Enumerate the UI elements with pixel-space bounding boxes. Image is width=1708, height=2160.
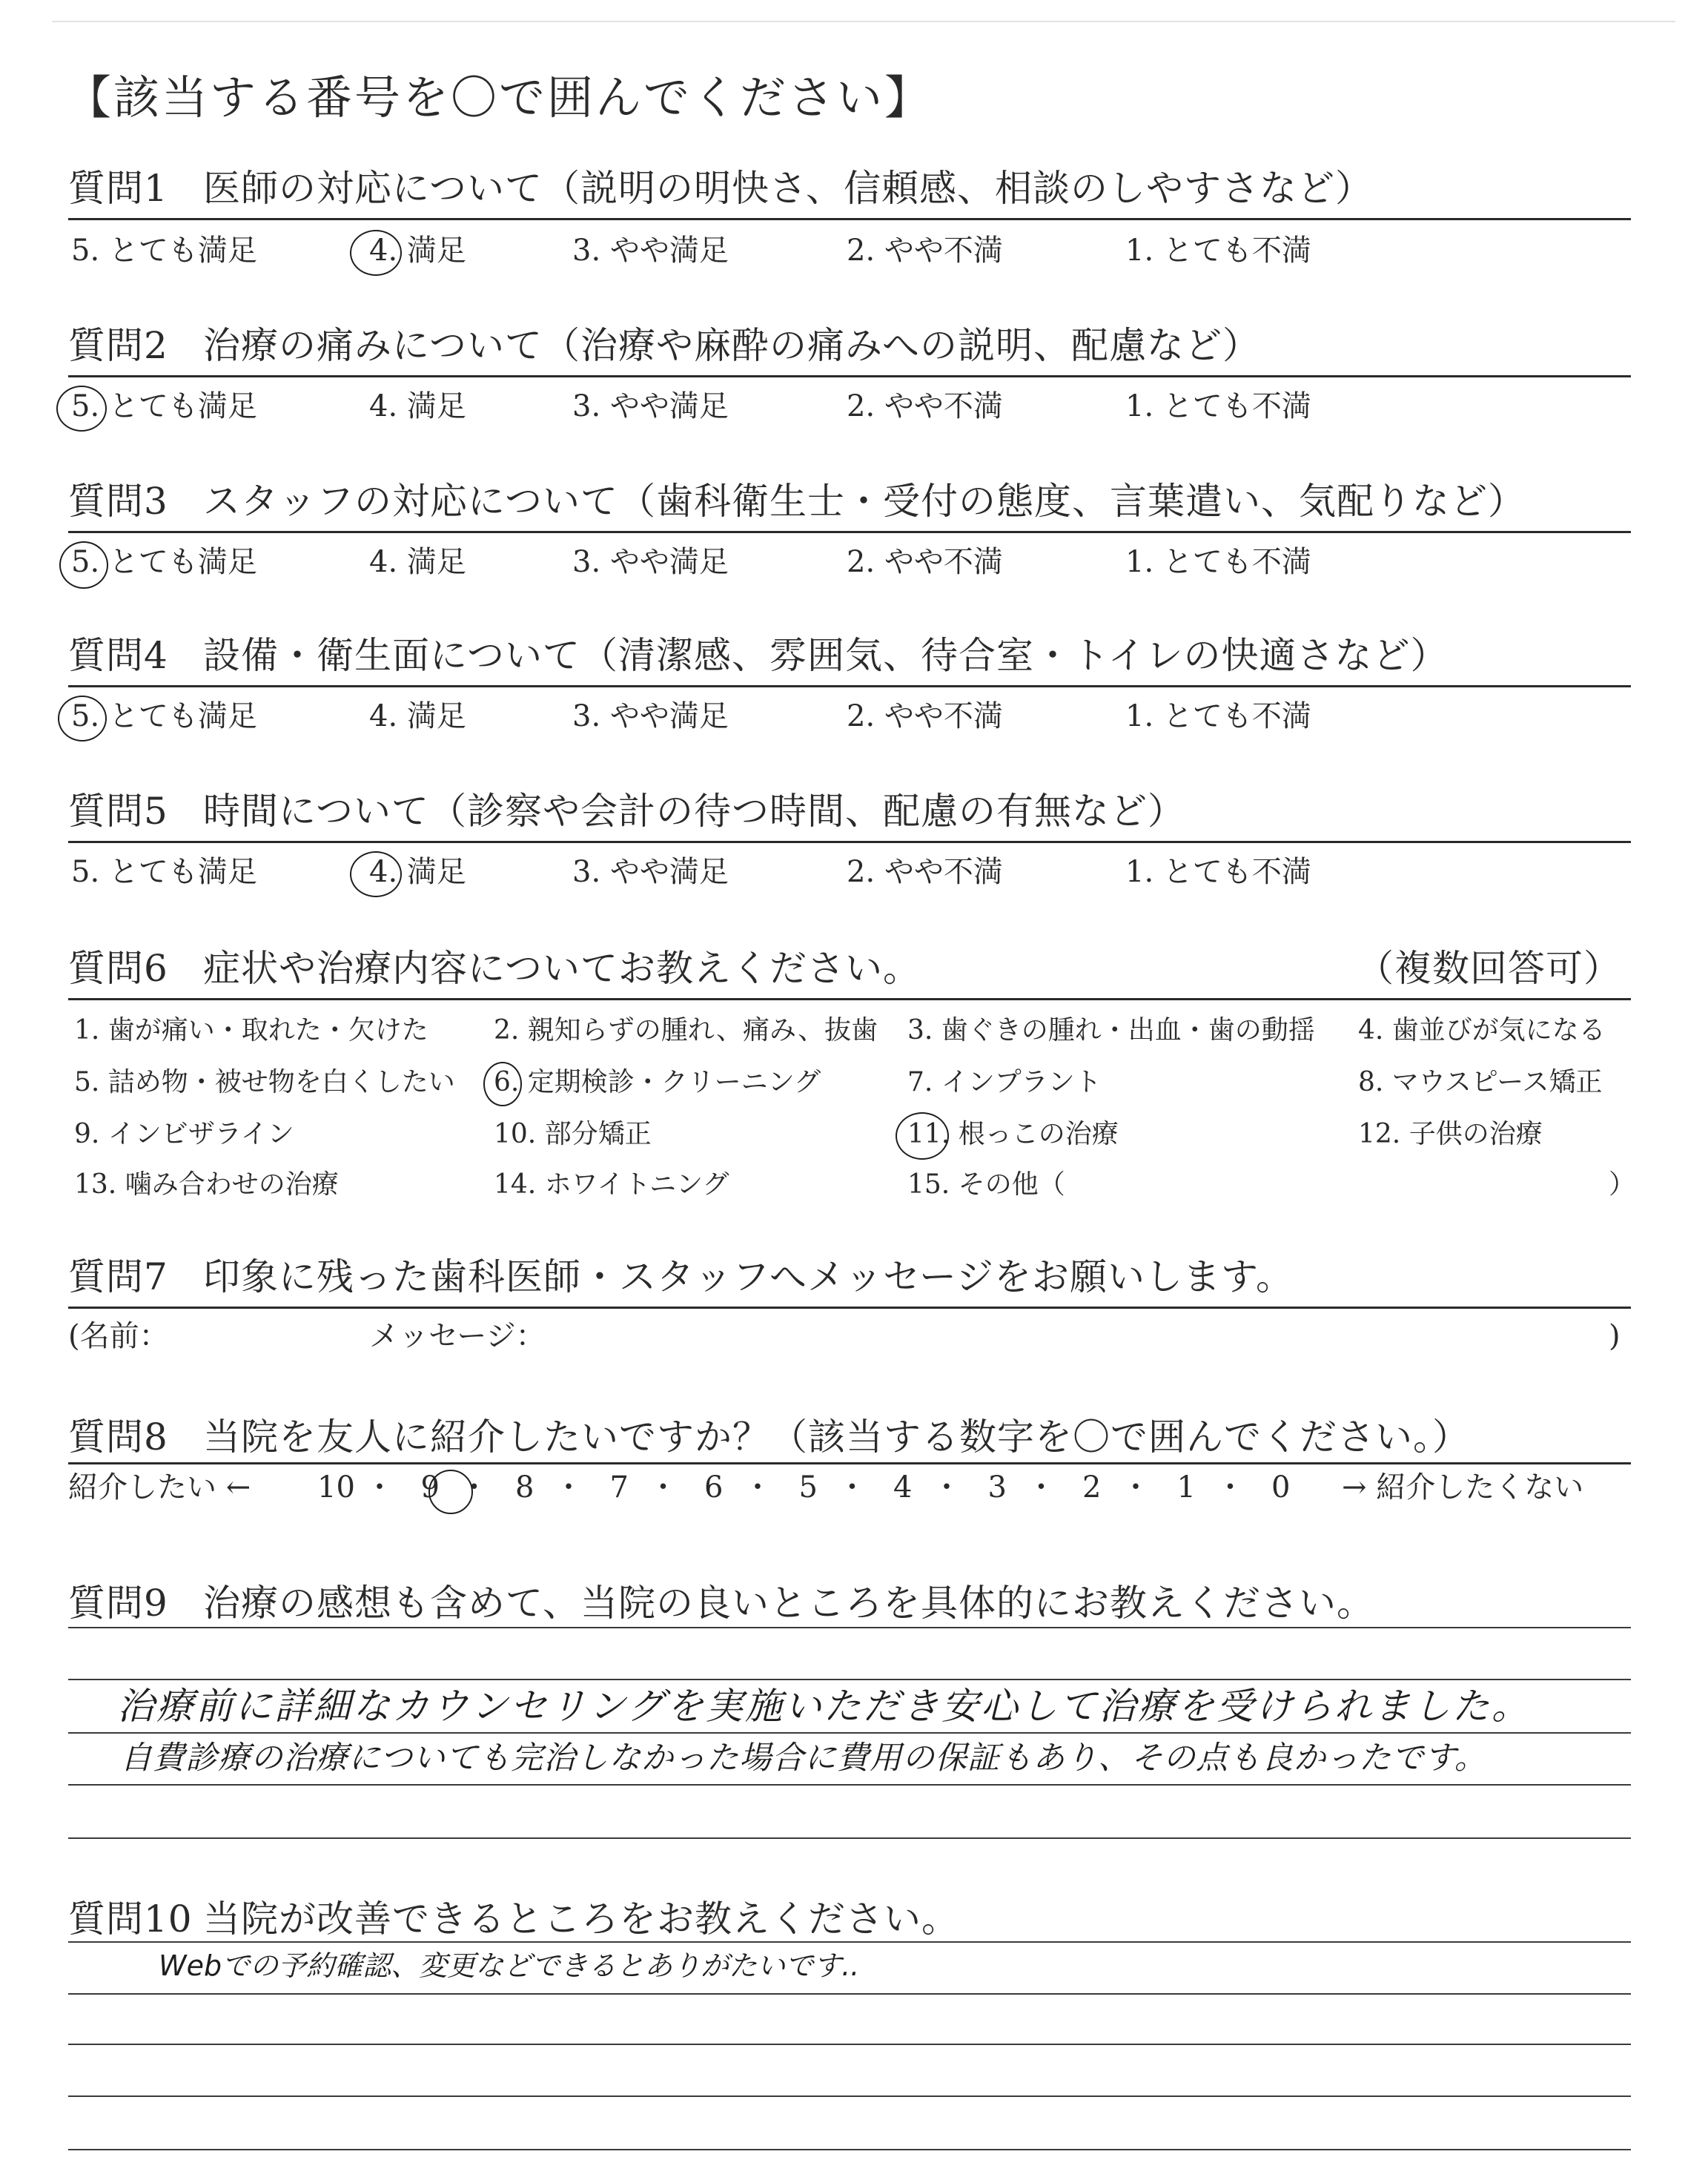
q4-option-3[interactable]: 3. やや満足 <box>572 699 729 733</box>
q6-option-10[interactable]: 10. 部分矯正 <box>494 1119 652 1149</box>
q2-option-1[interactable]: 1. とても不満 <box>1125 389 1311 423</box>
q6-option-6[interactable]: 6. 定期検診・クリーニング <box>494 1067 821 1097</box>
q8-scale-value-5[interactable]: 5 <box>798 1470 818 1505</box>
q1-answer-circle <box>350 230 402 276</box>
q8-scale-separator: ・ <box>1026 1470 1056 1505</box>
q1-option-3[interactable]: 3. やや満足 <box>572 234 729 268</box>
q10-handwritten-answer-line-1: Webでの予約確認、変更などできるとありがたいです.. <box>159 1949 860 1982</box>
q8-scale-separator: ・ <box>459 1470 489 1505</box>
question-8-title <box>68 1413 1470 1461</box>
q4-answer-circle <box>58 696 107 742</box>
question-rule <box>68 841 1631 843</box>
question-number: 質問5 <box>68 790 168 833</box>
question-text: スタッフの対応について（歯科衛生士・受付の態度、言葉遣い、気配りなど） <box>203 480 1526 523</box>
q6-option-9[interactable]: 9. インビザライン <box>74 1119 294 1149</box>
q6-option-4[interactable]: 4. 歯並びが気になる <box>1358 1015 1606 1046</box>
answer-line <box>68 1837 1631 1839</box>
question-text: 当院が改善できるところをお教えください。 <box>203 1898 959 1941</box>
q9-handwritten-answer-line-2: 自費診療の治療についても完治しなかった場合に費用の保証もあり、その点も良かったです。 <box>120 1740 1487 1777</box>
q6-option-5[interactable]: 5. 詰め物・被せ物を白くしたい <box>74 1067 455 1097</box>
question-text: 症状や治療内容についてお教えください。 <box>203 947 921 990</box>
question-number: 質問4 <box>68 634 168 677</box>
q1-option-1[interactable]: 1. とても不満 <box>1125 234 1311 268</box>
question-number: 質問3 <box>68 480 168 523</box>
answer-line <box>68 1941 1631 1943</box>
question-text: 当院を友人に紹介したいですか？（該当する数字を〇で囲んでください。） <box>203 1416 1470 1459</box>
answer-line <box>68 2149 1631 2150</box>
q2-option-4[interactable]: 4. 満足 <box>369 389 466 423</box>
question-number: 質問2 <box>68 324 168 367</box>
question-2-title <box>68 322 1260 369</box>
q8-left-label: 紹介したい ← <box>68 1470 251 1505</box>
question-rule <box>68 998 1631 1000</box>
q8-scale-separator: ・ <box>743 1470 772 1505</box>
question-rule <box>68 375 1631 377</box>
q5-option-2[interactable]: 2. やや不満 <box>847 855 1003 889</box>
question-1-title <box>68 165 1373 212</box>
q6-option-13[interactable]: 13. 噛み合わせの治療 <box>74 1169 339 1200</box>
answer-line <box>68 1679 1631 1680</box>
q3-option-5[interactable]: 5. とても満足 <box>71 545 257 579</box>
question-rule <box>68 685 1631 687</box>
question-text: 印象に残った歯科医師・スタッフへメッセージをお願いします。 <box>203 1255 1294 1298</box>
q6-option-7[interactable]: 7. インプラント <box>907 1067 1102 1097</box>
answer-line <box>68 2095 1631 2097</box>
q4-option-5[interactable]: 5. とても満足 <box>71 699 257 733</box>
q8-scale-separator: ・ <box>648 1470 678 1505</box>
question-text: 治療の痛みについて（治療や麻酔の痛みへの説明、配慮など） <box>203 324 1260 367</box>
q4-option-2[interactable]: 2. やや不満 <box>847 699 1003 733</box>
q3-option-2[interactable]: 2. やや不満 <box>847 545 1003 579</box>
q7-close-paren: ) <box>1609 1319 1621 1353</box>
question-text: 治療の感想も含めて、当院の良いところを具体的にお教えください。 <box>203 1582 1374 1625</box>
question-6-title <box>68 945 921 992</box>
q5-option-5[interactable]: 5. とても満足 <box>71 855 257 889</box>
question-3-title <box>68 478 1526 525</box>
question-10-title <box>68 1895 959 1943</box>
q6-option-15-close: ） <box>1609 1169 1636 1200</box>
q8-scale-value-4[interactable]: 4 <box>893 1470 913 1505</box>
answer-line <box>68 2044 1631 2045</box>
q6-option-14[interactable]: 14. ホワイトニング <box>494 1169 729 1200</box>
top-border <box>52 21 1675 22</box>
q3-option-3[interactable]: 3. やや満足 <box>572 545 729 579</box>
question-number: 質問7 <box>68 1255 168 1298</box>
question-9-title <box>68 1579 1374 1627</box>
question-rule <box>68 218 1631 220</box>
question-number: 質問10 <box>68 1898 193 1941</box>
q3-option-1[interactable]: 1. とても不満 <box>1125 545 1311 579</box>
q6-answer-circle-6 <box>483 1062 522 1106</box>
q5-option-4[interactable]: 4. 満足 <box>369 855 466 889</box>
q2-option-5[interactable]: 5. とても満足 <box>71 389 257 423</box>
question-number: 質問6 <box>68 947 168 990</box>
q8-scale-separator: ・ <box>554 1470 583 1505</box>
q6-option-1[interactable]: 1. 歯が痛い・取れた・欠けた <box>74 1015 428 1046</box>
q2-option-2[interactable]: 2. やや不満 <box>847 389 1003 423</box>
question-7-title <box>68 1253 1294 1301</box>
q8-scale-value-0[interactable]: 0 <box>1271 1470 1291 1505</box>
q1-option-4[interactable]: 4. 満足 <box>369 234 466 268</box>
q6-option-2[interactable]: 2. 親知らずの腫れ、痛み、抜歯 <box>494 1015 878 1046</box>
q5-option-1[interactable]: 1. とても不満 <box>1125 855 1311 889</box>
q3-option-4[interactable]: 4. 満足 <box>369 545 466 579</box>
q2-answer-circle <box>56 386 107 432</box>
q4-option-4[interactable]: 4. 満足 <box>369 699 466 733</box>
form-header: 【該当する番号を〇で囲んでください】 <box>65 70 933 125</box>
q8-scale-separator: ・ <box>932 1470 961 1505</box>
q8-scale-value-9[interactable]: 9 <box>420 1470 440 1505</box>
q1-option-5[interactable]: 5. とても満足 <box>71 234 257 268</box>
question-text: 医師の対応について（説明の明快さ、信頼感、相談のしやすさなど） <box>203 167 1373 210</box>
q6-option-15[interactable]: 15. その他（ <box>907 1169 1065 1200</box>
question-5-title <box>68 787 1185 835</box>
q8-scale-value-2[interactable]: 2 <box>1082 1470 1102 1505</box>
q6-multiple-answer-note: （複数回答可） <box>1357 947 1621 990</box>
question-rule <box>68 531 1631 533</box>
question-number: 質問1 <box>68 167 168 210</box>
q6-option-8[interactable]: 8. マウスピース矯正 <box>1358 1067 1603 1097</box>
q6-answer-circle-11 <box>896 1112 949 1160</box>
q9-handwritten-answer-line-1: 治療前に詳細なカウンセリングを実施いただき安心して治療を受けられました。 <box>117 1685 1531 1728</box>
q8-scale-separator: ・ <box>837 1470 867 1505</box>
q8-scale-separator: ・ <box>1121 1470 1151 1505</box>
question-number: 質問9 <box>68 1582 168 1625</box>
q1-option-2[interactable]: 2. やや不満 <box>847 234 1003 268</box>
q4-option-1[interactable]: 1. とても不満 <box>1125 699 1311 733</box>
q7-message-label: メッセージ： <box>369 1319 546 1353</box>
question-rule <box>68 1462 1631 1464</box>
q8-scale-value-3[interactable]: 3 <box>987 1470 1007 1505</box>
question-number: 質問8 <box>68 1416 168 1459</box>
q8-answer-circle <box>428 1470 473 1514</box>
q5-option-3[interactable]: 3. やや満足 <box>572 855 729 889</box>
q8-right-label: → 紹介したくない <box>1342 1470 1584 1505</box>
question-text: 時間について（診察や会計の待つ時間、配慮の有無など） <box>203 790 1185 833</box>
q8-scale-value-10[interactable]: 10 <box>317 1470 355 1505</box>
q6-option-12[interactable]: 12. 子供の治療 <box>1358 1119 1543 1149</box>
answer-line <box>68 1784 1631 1786</box>
q8-scale-value-8[interactable]: 8 <box>515 1470 534 1505</box>
q8-scale-value-6[interactable]: 6 <box>704 1470 724 1505</box>
q6-option-11[interactable]: 11. 根っこの治療 <box>907 1119 1119 1149</box>
q8-scale-value-1[interactable]: 1 <box>1176 1470 1196 1505</box>
q7-name-label: (名前： <box>68 1319 169 1353</box>
q8-scale-separator: ・ <box>365 1470 394 1505</box>
answer-line <box>68 1993 1631 1995</box>
q5-answer-circle <box>350 851 402 897</box>
question-4-title <box>68 632 1449 679</box>
question-text: 設備・衛生面について（清潔感、雰囲気、待合室・トイレの快適さなど） <box>203 634 1449 677</box>
q2-option-3[interactable]: 3. やや満足 <box>572 389 729 423</box>
q6-option-3[interactable]: 3. 歯ぐきの腫れ・出血・歯の動揺 <box>907 1015 1315 1046</box>
question-rule <box>68 1307 1631 1309</box>
q8-scale-separator: ・ <box>1215 1470 1245 1505</box>
q3-answer-circle <box>59 541 108 589</box>
answer-line <box>68 1627 1631 1628</box>
q8-scale-value-7[interactable]: 7 <box>609 1470 629 1505</box>
